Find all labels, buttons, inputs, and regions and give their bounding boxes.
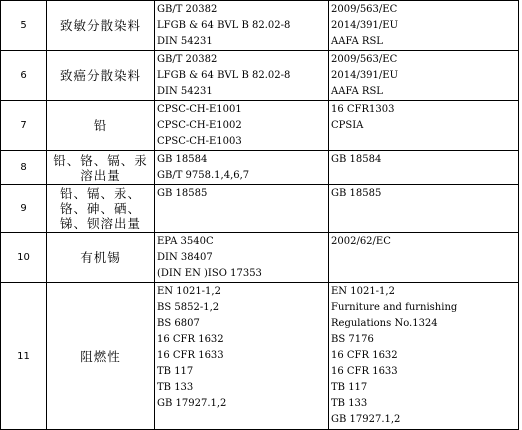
test-standard: TB 117 [157,366,194,377]
test-standard: CPSC-CH-E1003 [157,136,242,147]
regulation-cell [329,233,519,283]
regulation: BS 7176 [331,334,374,345]
row-number: 7 [1,101,47,151]
test-standard: DIN 54231 [157,86,213,97]
regulation: GB 18585 [331,188,382,199]
test-standard: EN 1021-1,2 [157,286,221,297]
regulation: AAFA RSL [331,36,383,47]
test-item: 铅 [47,101,155,151]
regulation: AAFA RSL [331,86,383,97]
test-standard: GB/T 20382 [157,4,218,15]
standards-table-body [1,1,519,430]
test-standard: DIN 38407 [157,252,213,263]
regulation: 16 CFR 1633 [331,366,398,377]
regulation: 16 CFR 1632 [331,350,398,361]
test-standard-cell [155,233,329,283]
test-standard: GB 18585 [157,188,208,199]
table-row [1,1,519,51]
regulation: GB 18584 [331,154,382,165]
regulation-cell [329,185,519,233]
test-standard: CPSC-CH-E1001 [157,104,242,115]
regulation-cell [329,1,519,51]
test-standard: EPA 3540C [157,236,214,247]
test-standard-cell [155,151,329,185]
regulation: Furniture and furnishing [331,302,458,313]
regulation: CPSIA [331,120,364,131]
table-row [1,101,519,151]
test-standard: GB 18584 [157,154,208,165]
test-standard: DIN 54231 [157,36,213,47]
row-number: 9 [1,185,47,233]
regulation: GB 17927.1,2 [331,414,401,425]
test-item: 致敏分散染料 [47,1,155,51]
regulation: EN 1021-1,2 [331,286,395,297]
test-standard: CPSC-CH-E1002 [157,120,242,131]
regulation: TB 117 [331,382,368,393]
regulation-cell [329,51,519,101]
row-number: 10 [1,233,47,283]
table-row [1,185,519,233]
test-standard: 16 CFR 1633 [157,350,224,361]
test-standard: 16 CFR 1632 [157,334,224,345]
table-row [1,233,519,283]
regulation: 16 CFR1303 [331,104,395,115]
row-number: 8 [1,151,47,185]
test-standard-cell [155,283,329,430]
test-standard: BS 6807 [157,318,200,329]
test-standard-cell [155,1,329,51]
test-standard: (DIN EN )ISO 17353 [157,268,262,279]
regulation: 2002/62/EC [331,236,391,247]
table-row [1,283,519,430]
regulation: 2009/563/EC [331,54,398,65]
test-item: 铅、镉、汞、铬、砷、硒、锑、钡溶出量 [47,185,155,233]
test-standard: GB/T 9758.1,4,6,7 [157,170,250,181]
row-number: 5 [1,1,47,51]
test-item: 致癌分散染料 [47,51,155,101]
test-standard: TB 133 [157,382,194,393]
test-standard: LFGB & 64 BVL B 82.02-8 [157,70,291,81]
regulation-cell [329,151,519,185]
test-standard-cell [155,51,329,101]
regulation: Regulations No.1324 [331,318,438,329]
test-item: 有机锡 [47,233,155,283]
regulation: 2009/563/EC [331,4,398,15]
test-standard: GB 17927.1,2 [157,398,227,409]
test-standard: GB/T 20382 [157,54,218,65]
table-row [1,51,519,101]
regulation-cell [329,101,519,151]
test-standard: BS 5852-1,2 [157,302,220,313]
regulation: 2014/391/EU [331,20,399,31]
row-number: 11 [1,283,47,430]
test-standard-cell [155,185,329,233]
row-number: 6 [1,51,47,101]
test-standard: LFGB & 64 BVL B 82.02-8 [157,20,291,31]
test-item: 阻燃性 [47,283,155,430]
regulation: TB 133 [331,398,368,409]
table-row [1,151,519,185]
test-item: 铅、铬、镉、汞溶出量 [47,151,155,185]
regulation: 2014/391/EU [331,70,399,81]
regulation-cell [329,283,519,430]
test-standard-cell [155,101,329,151]
